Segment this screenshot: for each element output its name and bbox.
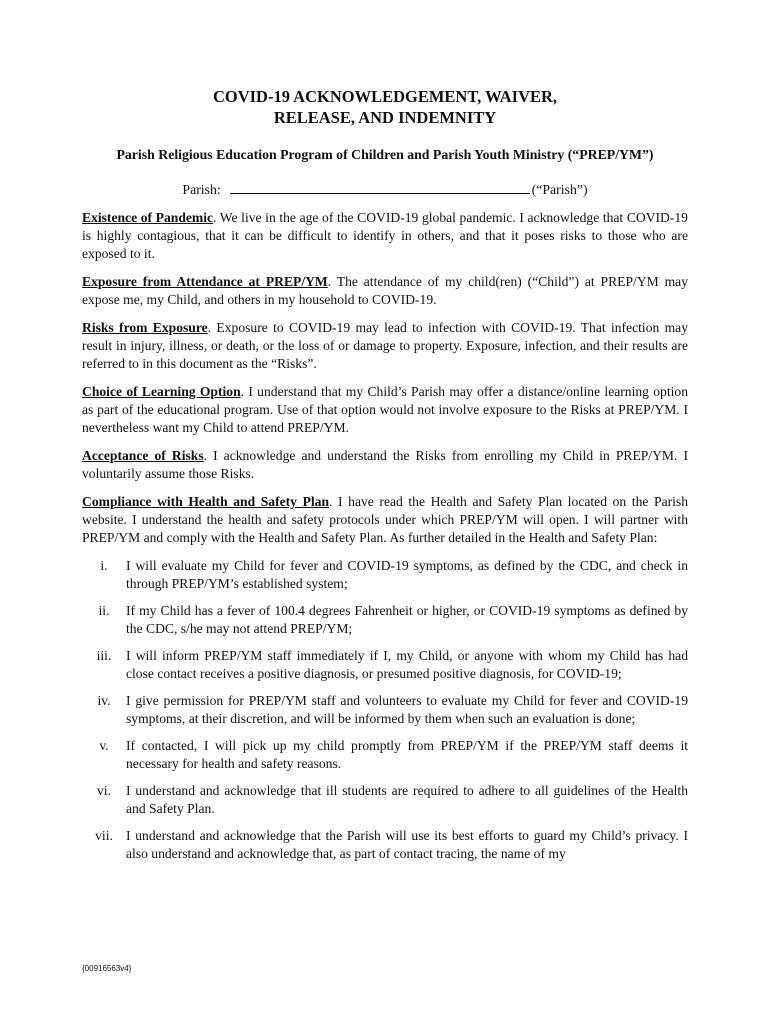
list-item [82,737,688,773]
list-item-text: I understand and acknowledge that the Parish will use its best efforts to guard my Child’s privacy. I also understand and acknowledge that, as part of contact tracing, the name of my [126,828,688,861]
section-heading: Compliance with Health and Safety Plan [82,494,330,509]
list-item-text: If contacted, I will pick up my child promptly from PREP/YM if the PREP/YM staff deems it necessary for health and safety reasons. [126,738,688,771]
parish-label: Parish: [182,182,221,197]
program-subtitle: Parish Religious Education Program of Children and Parish Youth Ministry (“PREP/YM”) [116,147,654,162]
section-text: . I have read the Health and Safety Plan located on the Parish website. I understand the health and safety protocols under which PREP/YM will open. I will partner with PREP/YM and comply with the Health and Safety Plan. As further detailed in the Health and Safety Plan: [82,494,689,545]
section-text: . Exposure to COVID-19 may lead to infection with COVID-19. That infection may result in injury, illness, or death, or the loss of or damage to property. Exposure, infection, and their results are referred to in this document as the “Risks”. [82,320,689,371]
section-heading: Acceptance of Risks [82,448,204,463]
section-risks [82,319,688,373]
section-text: . I acknowledge and understand the Risks from enrolling my Child in PREP/YM. I voluntarily assume those Risks. [82,448,688,481]
section-heading: Exposure from Attendance at PREP/YM [82,274,328,289]
title-line-2: RELEASE, AND INDEMNITY [273,108,497,127]
section-heading: Risks from Exposure [82,320,208,335]
section-exposure [82,273,688,309]
parish-blank-field[interactable] [230,180,530,194]
section-choice [82,383,688,437]
parish-field-line [0,180,770,199]
list-item-text: I will inform PREP/YM staff immediately if I, my Child, or anyone with whom my Child has had close contact receives a positive diagnosis, or presumed positive diagnosis, for COVID-19; [126,648,688,681]
list-item-text: I give permission for PREP/YM staff and volunteers to evaluate my Child for fever and COVID-19 symptoms, at their discretion, and will be informed by them when such an evaluation is done; [126,693,688,726]
list-item-text: I will evaluate my Child for fever and COVID-19 symptoms, as defined by the CDC, and check in through PREP/YM’s established system; [126,558,688,591]
list-item-text: I understand and acknowledge that ill students are required to adhere to all guidelines of the Health and Safety Plan. [126,783,688,816]
list-numeral: i. [100,558,108,573]
title-line-1: COVID-19 ACKNOWLEDGEMENT, WAIVER, [212,87,558,106]
list-item [82,602,688,638]
section-existence [82,209,688,263]
health-safety-list [82,557,688,863]
list-item [82,827,688,863]
list-item [82,692,688,728]
parish-suffix: (“Parish”) [531,182,588,197]
section-text: . The attendance of my child(ren) (“Child”) at PREP/YM may expose me, my Child, and others in my household to COVID-19. [82,274,688,307]
document-id-footer: {00916563v4} [82,964,132,973]
list-item [82,647,688,683]
section-text: . I understand that my Child’s Parish may offer a distance/online learning option as part of the educational program. Use of that option would not involve exposure to the Risks at PREP/YM. I nevertheless want my Child to attend PREP/YM. [82,384,688,435]
list-numeral: iv. [97,693,111,708]
list-numeral: iii. [96,648,112,663]
list-item-text: If my Child has a fever of 100.4 degrees Fahrenheit or higher, or COVID-19 symptoms as defined by the CDC, s/he may not attend PREP/YM; [126,603,688,636]
list-numeral: vii. [95,828,113,843]
section-text: . We live in the age of the COVID-19 global pandemic. I acknowledge that COVID-19 is highly contagious, that it can be difficult to identify in others, and that it poses risks to those who are exposed to it. [82,210,688,261]
section-heading: Existence of Pandemic [82,210,214,225]
document-body [82,209,688,872]
document-title [0,86,770,128]
section-heading: Choice of Learning Option [82,384,241,399]
list-item [82,557,688,593]
section-acceptance [82,447,688,483]
list-numeral: ii. [98,603,110,618]
section-compliance [82,493,688,547]
list-numeral: v. [99,738,109,753]
list-numeral: vi. [97,783,111,798]
list-item [82,782,688,818]
